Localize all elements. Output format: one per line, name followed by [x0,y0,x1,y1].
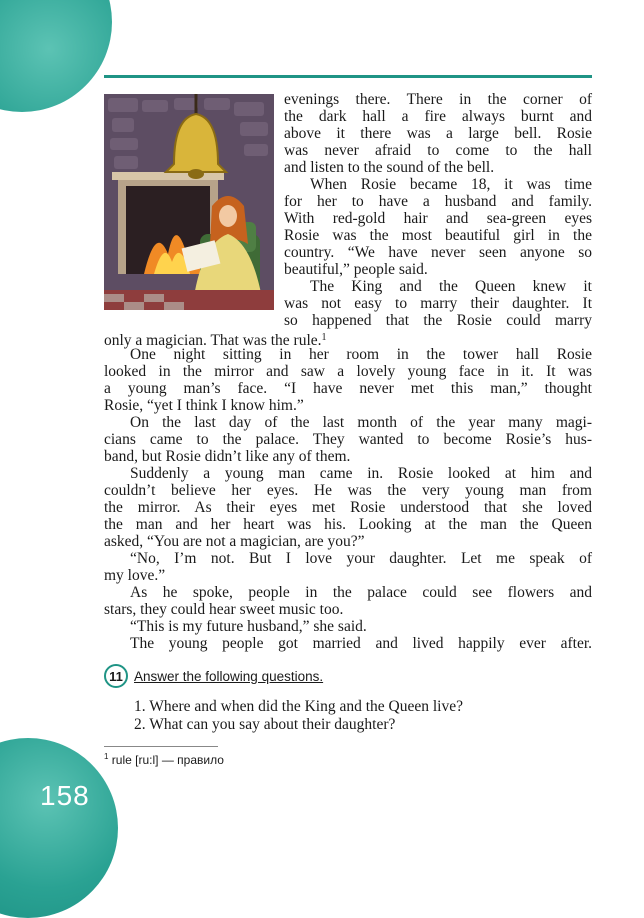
footnote-reference: 1 [321,332,327,343]
footnote-text: rule [ru:l] — правило [111,753,224,767]
footnote-divider [104,746,218,747]
story-line: the man and her heart was his. Looking at the man the Queen [104,516,592,533]
story-line: band, but Rosie didn’t like any of them. [104,448,351,465]
story-line: The King and the Queen knew it [310,278,592,295]
story-line: a young man’s face. “I have never met this man,” thought [104,380,592,397]
story-line: stars, they could hear sweet music too. [104,601,344,618]
story-line: was not easy to marry their daughter. It [284,295,592,312]
header-rule [104,75,592,78]
story-line: “This is my future husband,” she said. [130,618,367,635]
story-line: The young people got married and lived happily ever after. [130,635,592,652]
story-line: my love.” [104,567,166,584]
story-line: was never afraid to come to the hall [284,142,592,159]
story-line: “No, I’m not. But I love your daughter. Let me speak of [130,550,592,567]
story-line: so happened that the Rosie could marry [284,312,592,329]
exercise-header [104,663,323,689]
story-line-text: only a magician. That was the rule. [104,332,322,349]
story-line: for her to have a husband and family. [284,193,592,210]
footnote-marker: 1 [104,752,109,761]
story-line: Rosie was the most beautiful girl in the [284,227,592,244]
story-line [104,329,592,349]
story-line: the dark hall a fire always burnt and [284,108,592,125]
question-item: 2. What can you say about their daughter? [134,716,396,733]
story-line: beautiful,” people said. [284,261,428,278]
story-line: Suddenly a young man came in. Rosie looked at him and [130,465,592,482]
story-line: and listen to the sound of the bell. [284,159,495,176]
question-item: 1. Where and when did the King and the Queen live? [134,698,463,715]
story-line: cians came to the palace. They wanted to become Rosie’s hus- [104,431,592,448]
story-line: One night sitting in her room in the tower hall Rosie [130,346,592,363]
exercise-instruction: Answer the following questions. [134,668,324,684]
story-illustration [104,94,274,310]
story-line: evenings there. There in the corner of [284,91,592,108]
story-line: couldn’t believe her eyes. He was the very young man from [104,482,592,499]
page-number: 158 [40,780,90,811]
story-line: Rosie, “yet I think I know him.” [104,397,304,414]
exercise-number-badge: 11 [104,664,128,688]
story-line: the mirror. As their eyes met Rosie understood that she loved [104,499,592,516]
footnote [104,752,224,767]
story-line: country. “We have never seen anyone so [284,244,592,261]
corner-decoration-top [0,0,112,112]
story-line: asked, “You are not a magician, are you?” [104,533,365,550]
story-line: With red-gold hair and sea-green eyes [284,210,592,227]
story-line: looked in the mirror and saw a lovely young face in it. It was [104,363,592,380]
story-line: When Rosie became 18, it was time [310,176,592,193]
corner-decoration-bottom [0,738,118,918]
story-line: above it there was a large bell. Rosie [284,125,592,142]
story-line: On the last day of the last month of the year many magi- [130,414,592,431]
story-line: As he spoke, people in the palace could see flowers and [130,584,592,601]
